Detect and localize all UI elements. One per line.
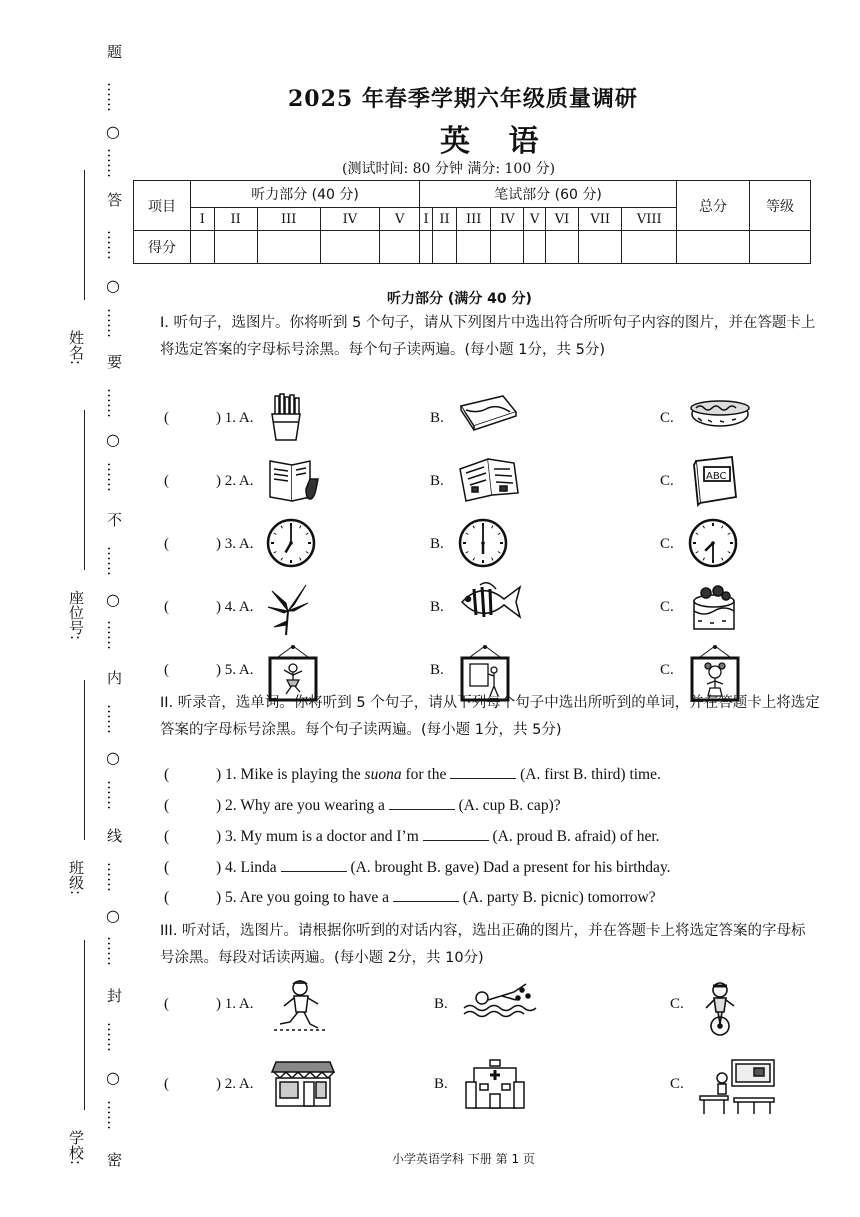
score-cell[interactable] xyxy=(622,231,677,264)
seal-dots: …… xyxy=(104,780,122,810)
seal-char-6: 线 xyxy=(105,828,123,843)
col-writing-6: VI xyxy=(546,208,579,231)
option-letter: C. xyxy=(670,996,684,1012)
seal-char-8: 密 xyxy=(105,1152,123,1167)
question-number[interactable]: ( ) 4. A. xyxy=(164,599,254,615)
seal-char-1: 题 xyxy=(105,44,123,59)
plant-icon[interactable] xyxy=(266,581,312,641)
score-cell[interactable] xyxy=(524,231,546,264)
item-label: 项目 xyxy=(134,181,191,231)
name-label: 姓名: xyxy=(67,330,85,366)
sandwich-icon[interactable] xyxy=(458,392,520,436)
seal-circle: ○ xyxy=(106,1068,120,1087)
seal-dots: …… xyxy=(104,82,122,112)
col-listening-4: IV xyxy=(320,208,380,231)
col-listening-5: V xyxy=(380,208,420,231)
seal-dots: …… xyxy=(104,1100,122,1130)
col-writing-4: IV xyxy=(491,208,524,231)
seal-dots: …… xyxy=(104,308,122,338)
fries-icon[interactable] xyxy=(266,392,306,446)
question-number[interactable]: ( ) 3. A. xyxy=(164,536,254,552)
option-letter: C. xyxy=(660,662,674,678)
score-cell[interactable] xyxy=(546,231,579,264)
col-writing-2: II xyxy=(433,208,457,231)
cycling-icon[interactable] xyxy=(698,978,742,1042)
answer-blank[interactable] xyxy=(281,859,347,872)
class-line xyxy=(84,680,85,840)
name-line xyxy=(84,170,85,300)
clock-icon[interactable] xyxy=(688,518,738,572)
score-cell[interactable] xyxy=(191,231,215,264)
seal-char-7: 封 xyxy=(105,988,123,1003)
seal-circle: ○ xyxy=(106,590,120,609)
score-table xyxy=(133,180,811,264)
option-letter: C. xyxy=(670,1076,684,1092)
seal-dots: …… xyxy=(104,704,122,734)
hospital-icon[interactable] xyxy=(462,1058,528,1114)
part2-sentence-5: ( ) 5. Are you going to have a (A. party B. picnic) tomorrow? xyxy=(164,889,656,906)
seal-circle: ○ xyxy=(106,430,120,449)
part2-sentence-4: ( ) 4. Linda (A. brought B. gave) Dad a present for his birthday. xyxy=(164,859,671,876)
cake-icon[interactable] xyxy=(688,581,740,637)
exam-title: 2025 年春季学期六年级质量调研 xyxy=(288,86,638,112)
score-cell[interactable] xyxy=(257,231,320,264)
seal-dots: …… xyxy=(104,462,122,492)
seal-dots: …… xyxy=(104,862,122,892)
seal-char-5: 内 xyxy=(105,670,123,685)
running-boy-icon[interactable] xyxy=(270,978,330,1038)
score-cell[interactable] xyxy=(433,231,457,264)
col-listening-3: III xyxy=(257,208,320,231)
score-label: 得分 xyxy=(134,231,191,264)
col-writing-5: V xyxy=(524,208,546,231)
fish-icon[interactable] xyxy=(458,581,524,627)
seat-line xyxy=(84,410,85,570)
answer-blank[interactable] xyxy=(450,766,516,779)
seal-char-3: 要 xyxy=(105,354,123,369)
score-cell[interactable] xyxy=(491,231,524,264)
total-header: 总分 xyxy=(677,181,750,231)
option-letter: B. xyxy=(434,996,448,1012)
option-letter: B. xyxy=(430,410,444,426)
col-writing-8: VIII xyxy=(622,208,677,231)
subject-title: 英 语 xyxy=(440,124,553,159)
col-listening-2: II xyxy=(214,208,257,231)
part1-instructions: I. 听句子，选图片。你将听到 5 个句子，请从下列图片中选出符合所听句子内容的图片，并在答题卡上将选定答案的字母标号涂黑。每个句子读两遍。(每小题 1分，共 5分) xyxy=(160,315,816,358)
option-letter: C. xyxy=(660,599,674,615)
seal-char-2: 答 xyxy=(105,192,123,207)
option-letter: B. xyxy=(434,1076,448,1092)
listening-header: 听力部分 (40 分) xyxy=(191,181,420,208)
seal-dots: …… xyxy=(104,1022,122,1052)
seal-char-4: 不 xyxy=(105,512,123,527)
listening-heading: 听力部分 (满分 40 分) xyxy=(387,291,532,307)
seal-circle: ○ xyxy=(106,906,120,925)
score-cell[interactable] xyxy=(320,231,380,264)
seal-circle: ○ xyxy=(106,276,120,295)
science-book-icon[interactable] xyxy=(266,455,322,509)
col-writing-7: VII xyxy=(578,208,622,231)
score-cell[interactable] xyxy=(214,231,257,264)
seat-label: 座位号: xyxy=(67,590,85,641)
page-footer: 小学英语学科 下册 第 1 页 xyxy=(392,1152,535,1166)
total-score-cell[interactable] xyxy=(677,231,750,264)
class-label: 班级: xyxy=(67,860,85,896)
option-letter: C. xyxy=(660,536,674,552)
col-writing-3: III xyxy=(456,208,491,231)
answer-blank[interactable] xyxy=(389,797,455,810)
seal-dots: …… xyxy=(104,388,122,418)
seal-dots: …… xyxy=(104,546,122,576)
option-letter: B. xyxy=(430,599,444,615)
part2-sentence-2: ( ) 2. Why are you wearing a (A. cup B. cap)? xyxy=(164,797,561,814)
classroom-icon[interactable] xyxy=(698,1058,778,1122)
answer-blank[interactable] xyxy=(393,889,459,902)
clock-icon[interactable] xyxy=(458,518,508,572)
seal-dots: …… xyxy=(104,148,122,178)
seal-dots: …… xyxy=(104,936,122,966)
option-letter: B. xyxy=(430,536,444,552)
shop-icon[interactable] xyxy=(270,1058,336,1112)
seal-dots: …… xyxy=(104,620,122,650)
hotdog-icon[interactable] xyxy=(688,392,752,434)
seal-circle: ○ xyxy=(106,748,120,767)
swimming-icon[interactable] xyxy=(462,978,538,1022)
clock-icon[interactable] xyxy=(266,518,316,572)
score-cell[interactable] xyxy=(456,231,491,264)
col-writing-1: I xyxy=(420,208,433,231)
school-line xyxy=(84,940,85,1110)
writing-header: 笔试部分 (60 分) xyxy=(420,181,677,208)
school-label: 学校: xyxy=(67,1130,85,1166)
score-cell[interactable] xyxy=(380,231,420,264)
part2-instructions: II. 听录音，选单词。你将听到 5 个句子，请从下列每个句子中选出所听到的单词，并在答题卡上将选定答案的字母标号涂黑。每个句子读两遍。(每小题 1分，共 5分) xyxy=(160,695,820,738)
svg-text:ABC: ABC xyxy=(706,471,727,482)
grade-header: 等级 xyxy=(750,181,811,231)
seal-dots: …… xyxy=(104,230,122,260)
part2-sentence-1: ( ) 1. Mike is playing the suona for the (A. first B. third) time. xyxy=(164,766,661,783)
question-number[interactable]: ( ) 1. A. xyxy=(164,410,254,426)
answer-blank[interactable] xyxy=(423,828,489,841)
question-number[interactable]: ( ) 5. A. xyxy=(164,662,254,678)
option-letter: C. xyxy=(660,410,674,426)
part3-instructions: III. 听对话，选图片。请根据你听到的对话内容，选出正确的图片，并在答题卡上将选定答案的字母标号涂黑。每段对话读两遍。(每小题 2分，共 10分) xyxy=(160,923,806,966)
score-cell[interactable] xyxy=(578,231,622,264)
test-info: (测试时间: 80 分钟 满分: 100 分) xyxy=(342,161,556,177)
score-cell[interactable] xyxy=(420,231,433,264)
col-listening-1: I xyxy=(191,208,215,231)
question-number[interactable]: ( ) 1. A. xyxy=(164,996,254,1012)
open-book-icon[interactable] xyxy=(458,455,520,507)
option-letter: C. xyxy=(660,473,674,489)
grade-cell[interactable] xyxy=(750,231,811,264)
part2-sentence-3: ( ) 3. My mum is a doctor and I’m (A. proud B. afraid) of her. xyxy=(164,828,660,845)
option-letter: B. xyxy=(430,662,444,678)
seal-circle: ○ xyxy=(106,122,120,141)
question-number[interactable]: ( ) 2. A. xyxy=(164,473,254,489)
abc-book-icon[interactable] xyxy=(688,455,740,511)
option-letter: B. xyxy=(430,473,444,489)
question-number[interactable]: ( ) 2. A. xyxy=(164,1076,254,1092)
